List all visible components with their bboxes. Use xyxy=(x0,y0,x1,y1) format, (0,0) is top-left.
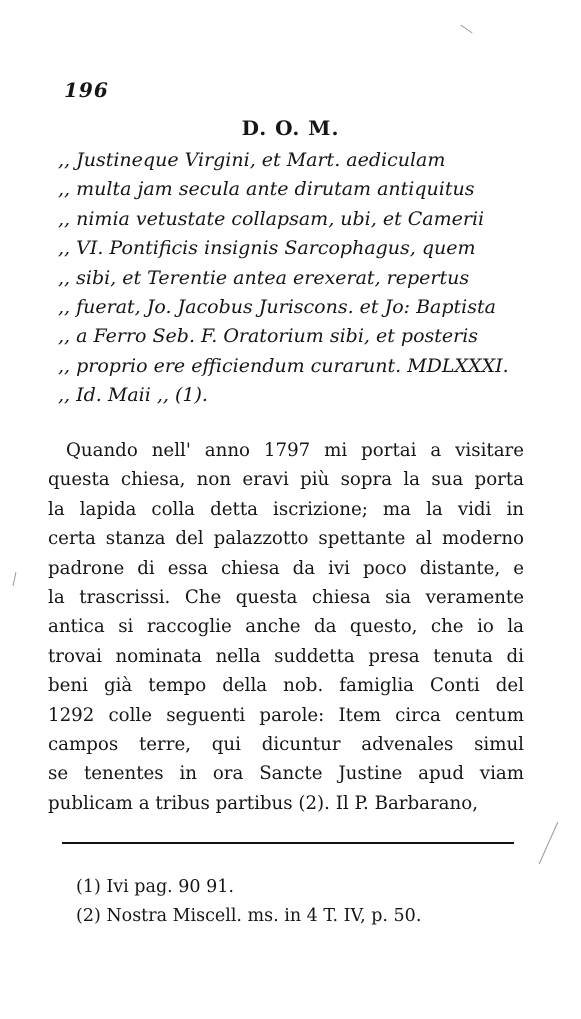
body-line: certa stanza del palazzotto spettante al moderno xyxy=(48,528,524,550)
inscription-line: ,, multa jam secula ante dirutam antiquitus xyxy=(58,178,475,201)
margin-mark xyxy=(460,25,472,34)
body-paragraph xyxy=(48,436,524,818)
inscription-line: ,, Id. Maii ,, (1). xyxy=(58,384,208,407)
inscription-line: ,, a Ferro Seb. F. Oratorium sibi, et posteris xyxy=(58,325,479,348)
body-line: la lapida colla detta iscrizione; ma la vidi in xyxy=(48,498,524,520)
inscription-heading: D. O. M. xyxy=(241,116,340,140)
inscription-line: ,, Justineque Virgini, et Mart. aediculam xyxy=(58,149,446,171)
margin-mark xyxy=(539,822,559,864)
footnote: (2) Nostra Miscell. ms. in 4 T. IV, p. 50. xyxy=(76,906,422,926)
inscription-line: ,, VI. Pontificis insignis Sarcophagus, quem xyxy=(58,237,476,260)
body-line: Quando nell' anno 1797 mi portai a visitare xyxy=(66,440,524,461)
body-line: campos terre, qui dicuntur advenales simul xyxy=(48,734,524,756)
inscription-line: ,, fuerat, Jo. Jacobus Juriscons. et Jo: Baptista xyxy=(58,296,496,319)
body-line: se tenentes in ora Sancte Justine apud viam xyxy=(48,763,524,785)
margin-mark xyxy=(13,572,17,586)
inscription-line: ,, proprio ere efficiendum curarunt. MDLXXXI. xyxy=(58,354,509,377)
body-line: questa chiesa, non eravi più sopra la sua porta xyxy=(48,469,524,491)
inscription-line: ,, sibi, et Terentie antea erexerat, repertus xyxy=(58,266,470,289)
body-line: publicam a tribus partibus (2). Il P. Barbarano, xyxy=(48,792,478,814)
body-line: antica si raccoglie anche da questo, che io la xyxy=(48,616,524,638)
footnotes xyxy=(76,873,536,931)
page-number: 196 xyxy=(64,78,109,102)
footnote: (1) Ivi pag. 90 91. xyxy=(76,877,234,897)
body-line: trovai nominata nella suddetta presa tenuta di xyxy=(48,645,524,667)
body-line: padrone di essa chiesa da ivi poco distante, e xyxy=(48,557,524,579)
footnote-rule xyxy=(62,842,514,844)
body-line: la trascrissi. Che questa chiesa sia veramente xyxy=(48,587,524,609)
body-line: 1292 colle seguenti parole: Item circa centum xyxy=(48,704,524,726)
inscription-block xyxy=(58,146,528,411)
inscription-line: ,, nimia vetustate collapsam, ubi, et Camerii xyxy=(58,207,485,230)
body-line: beni già tempo della nob. famiglia Conti del xyxy=(48,675,524,697)
